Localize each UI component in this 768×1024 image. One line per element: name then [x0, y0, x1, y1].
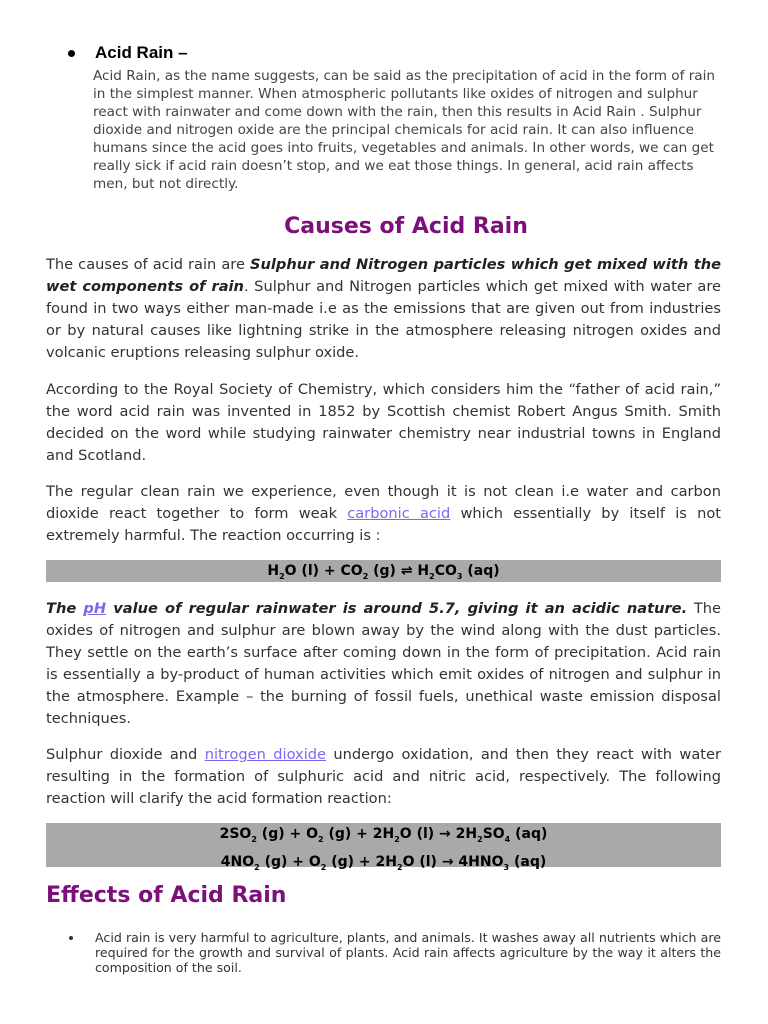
eq-part: SO — [482, 826, 505, 842]
eq-sub: 3 — [503, 862, 510, 872]
eq-part: (g) + O — [256, 826, 318, 842]
nitrogen-dioxide-link[interactable]: nitrogen dioxide — [204, 746, 326, 763]
eq-sub: 4 — [504, 834, 511, 844]
bullet-icon — [69, 936, 73, 940]
eq-part: 4NO — [220, 853, 255, 870]
equation-box-carbonic — [46, 560, 721, 582]
eq-sub: 3 — [456, 571, 463, 581]
causes-paragraph-5 — [46, 744, 721, 810]
eq-part: O (l) → 4HNO — [402, 853, 504, 870]
list-item — [66, 930, 721, 975]
bold-italic-text: The — [46, 600, 84, 617]
eq-part: O (l) → 2H — [399, 826, 478, 842]
eq-part: O (l) + CO — [284, 563, 363, 579]
eq-sub: 2 — [251, 834, 257, 844]
equation-nitric — [46, 851, 721, 879]
eq-part: H — [267, 563, 280, 579]
equation-carbonic — [46, 560, 721, 588]
eq-sub: 2 — [320, 862, 327, 872]
eq-sub: 2 — [394, 834, 400, 844]
intro-heading-row — [66, 43, 726, 63]
text-span: The regular clean rain we experience, even though it is not clean i.e water and carbon dioxide react together to form weak — [46, 483, 721, 522]
eq-sub: 2 — [318, 834, 324, 844]
causes-paragraph-2: According to the Royal Society of Chemistry, which considers him the “father of acid rain,” the word acid rain was invented in 1852 by Scottish chemist Robert Angus Smith. Smith decided on the word while studying rainwater chemistry near industrial towns in England and Scotland. — [46, 381, 721, 464]
text-span: The oxides of nitrogen and sulphur are blown away by the wind along with the dust particles. They settle on the earth’s surface after coming down in the form of precipitation. Acid rain is essentially a by-product of human activities which emit oxides of nitrogen and sulphur in the atmosphere. Example – the burning of fossil fuels, unethical waste emission disposal techniques. — [46, 600, 721, 727]
eq-part: (aq) — [462, 563, 500, 579]
intro-section — [66, 43, 726, 193]
eq-sub: 2 — [254, 862, 260, 872]
text-span: which essentially by itself is not extremely harmful. The reaction occurring is : — [46, 505, 721, 544]
effects-heading: Effects of Acid Rain — [46, 883, 287, 908]
effects-list — [66, 930, 721, 975]
causes-heading: Causes of Acid Rain — [284, 214, 528, 239]
eq-sub: 2 — [429, 571, 435, 581]
eq-part: (g) ⇌ H — [368, 563, 430, 579]
eq-part: (aq) — [509, 853, 547, 870]
carbonic-acid-link[interactable]: carbonic acid — [347, 505, 451, 522]
intro-title: Acid Rain – — [95, 43, 188, 62]
eq-sub: 2 — [477, 834, 483, 844]
eq-sub: 2 — [362, 571, 369, 581]
equation-sulphuric — [46, 823, 721, 851]
text-span: The causes of acid rain are — [46, 256, 250, 273]
causes-paragraph-4 — [46, 598, 721, 730]
text-span: . Sulphur and Nitrogen particles which get mixed with water are found in two ways either man-made i.e as the emissions that are given out from industries or by natural causes like lightning strike in the atmosphere releasing nitrogen oxides and volcanic eruptions releasing sulphur oxide. — [46, 278, 721, 361]
eq-part: (g) + 2H — [326, 853, 397, 870]
eq-part: (g) + O — [259, 853, 321, 870]
text-span: undergo oxidation, and then they react with water resulting in the formation of sulphuric acid and nitric acid, respectively. The following reaction will clarify the acid formation reaction: — [46, 746, 722, 807]
effects-item-text: Acid rain is very harmful to agriculture, plants, and animals. It washes away all nutrients which are required for the growth and survival of plants. Acid rain affects agriculture by the way it alters the composition of the soil. — [95, 930, 721, 975]
bullet-icon — [68, 50, 75, 57]
eq-part: (aq) — [510, 826, 548, 842]
text-span: Sulphur dioxide and — [46, 746, 205, 763]
bold-italic-text: value of regular rainwater is around 5.7, giving it an acidic nature. — [106, 600, 688, 617]
equation-box-acid-formation — [46, 823, 721, 872]
intro-paragraph: Acid Rain, as the name suggests, can be said as the precipitation of acid in the form of rain in the simplest manner. When atmospheric pollutants like oxides of nitrogen and sulphur react with rainwater and come down with the rain, then this results in Acid Rain . Sulphur dioxide and nitrogen oxide are the principal chemicals for acid rain. It can also influence humans since the acid goes into fruits, vegetables and animals. In other words, we can get really sick if acid rain doesn’t stop, and we eat those things. In general, acid rain affects men, but not directly. — [93, 68, 716, 192]
eq-part: 2SO — [219, 826, 252, 842]
eq-part: CO — [434, 563, 457, 579]
causes-paragraph-1 — [46, 254, 721, 364]
bold-italic-text: Sulphur and Nitrogen particles which get mixed with the wet components of rain — [46, 256, 722, 295]
eq-part: (g) + 2H — [323, 826, 395, 842]
eq-sub: 2 — [397, 862, 403, 872]
ph-link[interactable]: pH — [83, 600, 107, 617]
eq-sub: 2 — [279, 571, 285, 581]
causes-paragraph-3 — [46, 481, 721, 547]
